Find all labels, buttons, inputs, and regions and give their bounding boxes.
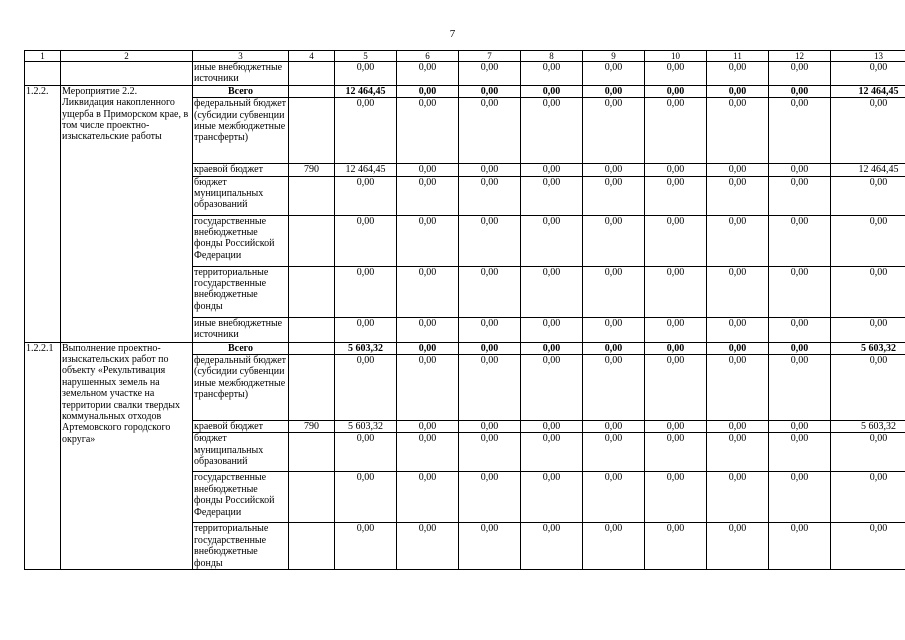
amount-cell: 0,00: [707, 317, 769, 342]
budget-code-cell: [289, 472, 335, 523]
column-number-cell: 6: [397, 51, 459, 62]
amount-cell: 0,00: [521, 433, 583, 472]
amount-cell: 0,00: [397, 98, 459, 164]
amount-cell: 0,00: [583, 433, 645, 472]
amount-cell: 0,00: [645, 215, 707, 266]
amount-cell: 0,00: [645, 266, 707, 317]
budget-code-cell: [289, 342, 335, 354]
funding-source-cell: бюджет муниципальных образований: [193, 433, 289, 472]
column-number-cell: 8: [521, 51, 583, 62]
amount-cell: 0,00: [769, 342, 831, 354]
amount-cell: 0,00: [335, 472, 397, 523]
amount-cell: 0,00: [521, 62, 583, 86]
funding-source-cell: иные внебюджетные источники: [193, 317, 289, 342]
amount-cell: 0,00: [769, 215, 831, 266]
amount-cell: 0,00: [769, 433, 831, 472]
amount-cell: 0,00: [459, 85, 521, 97]
funding-source-cell: территориальные государственные внебюджетные фонды: [193, 266, 289, 317]
amount-cell: 0,00: [335, 266, 397, 317]
column-number-cell: 11: [707, 51, 769, 62]
amount-cell: 0,00: [769, 85, 831, 97]
budget-code-cell: [289, 62, 335, 86]
column-number-cell: 3: [193, 51, 289, 62]
amount-cell: 0,00: [335, 317, 397, 342]
amount-cell: 0,00: [707, 523, 769, 570]
amount-cell: 0,00: [707, 215, 769, 266]
amount-cell: 0,00: [335, 98, 397, 164]
amount-cell: 0,00: [459, 164, 521, 176]
amount-cell: 0,00: [707, 85, 769, 97]
amount-cell: 0,00: [769, 421, 831, 433]
column-number-cell: 10: [645, 51, 707, 62]
amount-cell: 0,00: [831, 355, 905, 421]
amount-cell: 0,00: [645, 85, 707, 97]
amount-cell: 0,00: [707, 342, 769, 354]
amount-cell: 0,00: [645, 176, 707, 215]
amount-cell: 0,00: [583, 421, 645, 433]
amount-cell: 0,00: [521, 421, 583, 433]
amount-cell: 0,00: [645, 342, 707, 354]
amount-cell: 5 603,32: [831, 342, 905, 354]
budget-code-cell: 790: [289, 164, 335, 176]
column-number-cell: 4: [289, 51, 335, 62]
funding-source-cell: краевой бюджет: [193, 164, 289, 176]
amount-cell: 0,00: [831, 98, 905, 164]
amount-cell: 0,00: [397, 85, 459, 97]
budget-code-cell: [289, 98, 335, 164]
amount-cell: 0,00: [769, 317, 831, 342]
amount-cell: 0,00: [583, 98, 645, 164]
amount-cell: 0,00: [769, 62, 831, 86]
amount-cell: 0,00: [397, 421, 459, 433]
amount-cell: 0,00: [831, 62, 905, 86]
amount-cell: 0,00: [645, 62, 707, 86]
amount-cell: 0,00: [397, 317, 459, 342]
amount-cell: 0,00: [831, 433, 905, 472]
funding-source-cell: государственные внебюджетные фонды Российской Федерации: [193, 215, 289, 266]
amount-cell: 0,00: [707, 421, 769, 433]
amount-cell: 0,00: [645, 472, 707, 523]
amount-cell: 0,00: [645, 164, 707, 176]
funding-source-cell: Всего: [193, 342, 289, 354]
amount-cell: 0,00: [707, 266, 769, 317]
amount-cell: 0,00: [459, 98, 521, 164]
amount-cell: 0,00: [769, 176, 831, 215]
amount-cell: 0,00: [583, 215, 645, 266]
amount-cell: 0,00: [707, 164, 769, 176]
amount-cell: 0,00: [645, 421, 707, 433]
amount-cell: 12 464,45: [335, 85, 397, 97]
table-row: [25, 85, 905, 97]
column-number-cell: 13: [831, 51, 905, 62]
budget-table: [24, 50, 905, 570]
amount-cell: 0,00: [769, 355, 831, 421]
column-number-cell: 12: [769, 51, 831, 62]
amount-cell: 0,00: [583, 266, 645, 317]
amount-cell: 0,00: [521, 176, 583, 215]
amount-cell: 0,00: [459, 176, 521, 215]
amount-cell: 0,00: [769, 472, 831, 523]
amount-cell: 0,00: [459, 433, 521, 472]
amount-cell: 0,00: [583, 355, 645, 421]
column-number-cell: 1: [25, 51, 61, 62]
amount-cell: 12 464,45: [335, 164, 397, 176]
amount-cell: 0,00: [521, 355, 583, 421]
amount-cell: 0,00: [521, 164, 583, 176]
amount-cell: 0,00: [707, 62, 769, 86]
amount-cell: 0,00: [521, 472, 583, 523]
amount-cell: 0,00: [335, 523, 397, 570]
amount-cell: 5 603,32: [831, 421, 905, 433]
amount-cell: 0,00: [707, 472, 769, 523]
funding-source-cell: иные внебюджетные источники: [193, 62, 289, 86]
amount-cell: 0,00: [583, 523, 645, 570]
column-number-cell: 9: [583, 51, 645, 62]
item-number-cell: [25, 62, 61, 86]
amount-cell: 0,00: [397, 215, 459, 266]
amount-cell: 0,00: [459, 523, 521, 570]
budget-code-cell: [289, 433, 335, 472]
amount-cell: 0,00: [583, 342, 645, 354]
column-number-row: [25, 51, 905, 62]
amount-cell: 0,00: [521, 215, 583, 266]
amount-cell: 0,00: [335, 433, 397, 472]
amount-cell: 0,00: [521, 98, 583, 164]
amount-cell: 0,00: [397, 176, 459, 215]
amount-cell: 0,00: [459, 62, 521, 86]
activity-name-cell: Мероприятие 2.2. Ликвидация накопленного ущерба в Приморском крае, в том числе проектно-изыскательские работы: [61, 85, 193, 342]
amount-cell: 0,00: [583, 472, 645, 523]
amount-cell: 0,00: [459, 342, 521, 354]
budget-code-cell: [289, 266, 335, 317]
amount-cell: 0,00: [645, 433, 707, 472]
page-number: 7: [449, 28, 456, 40]
funding-source-cell: территориальные государственные внебюджетные фонды: [193, 523, 289, 570]
amount-cell: 0,00: [831, 317, 905, 342]
table-row: [25, 62, 905, 86]
amount-cell: 0,00: [397, 266, 459, 317]
item-number-cell: 1.2.2.: [25, 85, 61, 342]
funding-source-cell: федеральный бюджет (субсидии субвенции иные межбюджетные трансферты): [193, 98, 289, 164]
column-number-cell: 5: [335, 51, 397, 62]
amount-cell: 0,00: [521, 342, 583, 354]
amount-cell: 0,00: [397, 164, 459, 176]
amount-cell: 0,00: [335, 176, 397, 215]
budget-code-cell: 790: [289, 421, 335, 433]
amount-cell: 0,00: [397, 472, 459, 523]
amount-cell: 0,00: [459, 355, 521, 421]
amount-cell: 0,00: [583, 176, 645, 215]
activity-name-cell: Выполнение проектно-изыскательских работ по объекту «Рекультивация нарушенных земель на земельном участке на территории свалки твердых коммунальных отходов Артемовского городского округа»: [61, 342, 193, 569]
amount-cell: 0,00: [831, 215, 905, 266]
amount-cell: 0,00: [459, 317, 521, 342]
budget-code-cell: [289, 523, 335, 570]
amount-cell: 0,00: [459, 266, 521, 317]
amount-cell: 0,00: [707, 98, 769, 164]
amount-cell: 0,00: [769, 164, 831, 176]
amount-cell: 0,00: [521, 523, 583, 570]
amount-cell: 0,00: [397, 342, 459, 354]
amount-cell: 0,00: [769, 98, 831, 164]
table-row: [25, 342, 905, 354]
funding-source-cell: Всего: [193, 85, 289, 97]
item-number-cell: 1.2.2.1: [25, 342, 61, 569]
amount-cell: 12 464,45: [831, 164, 905, 176]
amount-cell: 0,00: [335, 62, 397, 86]
amount-cell: 0,00: [831, 266, 905, 317]
budget-code-cell: [289, 215, 335, 266]
amount-cell: 0,00: [521, 317, 583, 342]
amount-cell: 0,00: [335, 355, 397, 421]
budget-code-cell: [289, 176, 335, 215]
amount-cell: 0,00: [707, 355, 769, 421]
amount-cell: 0,00: [831, 472, 905, 523]
amount-cell: 0,00: [769, 523, 831, 570]
amount-cell: 0,00: [397, 62, 459, 86]
amount-cell: 0,00: [583, 85, 645, 97]
amount-cell: 0,00: [645, 355, 707, 421]
amount-cell: 0,00: [645, 523, 707, 570]
amount-cell: 0,00: [645, 317, 707, 342]
amount-cell: 0,00: [397, 523, 459, 570]
amount-cell: 0,00: [583, 164, 645, 176]
amount-cell: 0,00: [707, 433, 769, 472]
amount-cell: 0,00: [583, 62, 645, 86]
amount-cell: 0,00: [335, 215, 397, 266]
amount-cell: 0,00: [521, 85, 583, 97]
amount-cell: 0,00: [397, 355, 459, 421]
amount-cell: 0,00: [831, 523, 905, 570]
amount-cell: 5 603,32: [335, 421, 397, 433]
amount-cell: 0,00: [831, 176, 905, 215]
funding-source-cell: бюджет муниципальных образований: [193, 176, 289, 215]
amount-cell: 12 464,45: [831, 85, 905, 97]
funding-source-cell: федеральный бюджет (субсидии субвенции иные межбюджетные трансферты): [193, 355, 289, 421]
column-number-cell: 2: [61, 51, 193, 62]
amount-cell: 0,00: [521, 266, 583, 317]
amount-cell: 0,00: [459, 472, 521, 523]
amount-cell: 5 603,32: [335, 342, 397, 354]
budget-code-cell: [289, 355, 335, 421]
amount-cell: 0,00: [459, 421, 521, 433]
amount-cell: 0,00: [583, 317, 645, 342]
column-number-cell: 7: [459, 51, 521, 62]
amount-cell: 0,00: [769, 266, 831, 317]
amount-cell: 0,00: [459, 215, 521, 266]
funding-source-cell: краевой бюджет: [193, 421, 289, 433]
amount-cell: 0,00: [397, 433, 459, 472]
amount-cell: 0,00: [645, 98, 707, 164]
amount-cell: 0,00: [707, 176, 769, 215]
budget-code-cell: [289, 85, 335, 97]
activity-name-cell: [61, 62, 193, 86]
budget-code-cell: [289, 317, 335, 342]
funding-source-cell: государственные внебюджетные фонды Российской Федерации: [193, 472, 289, 523]
